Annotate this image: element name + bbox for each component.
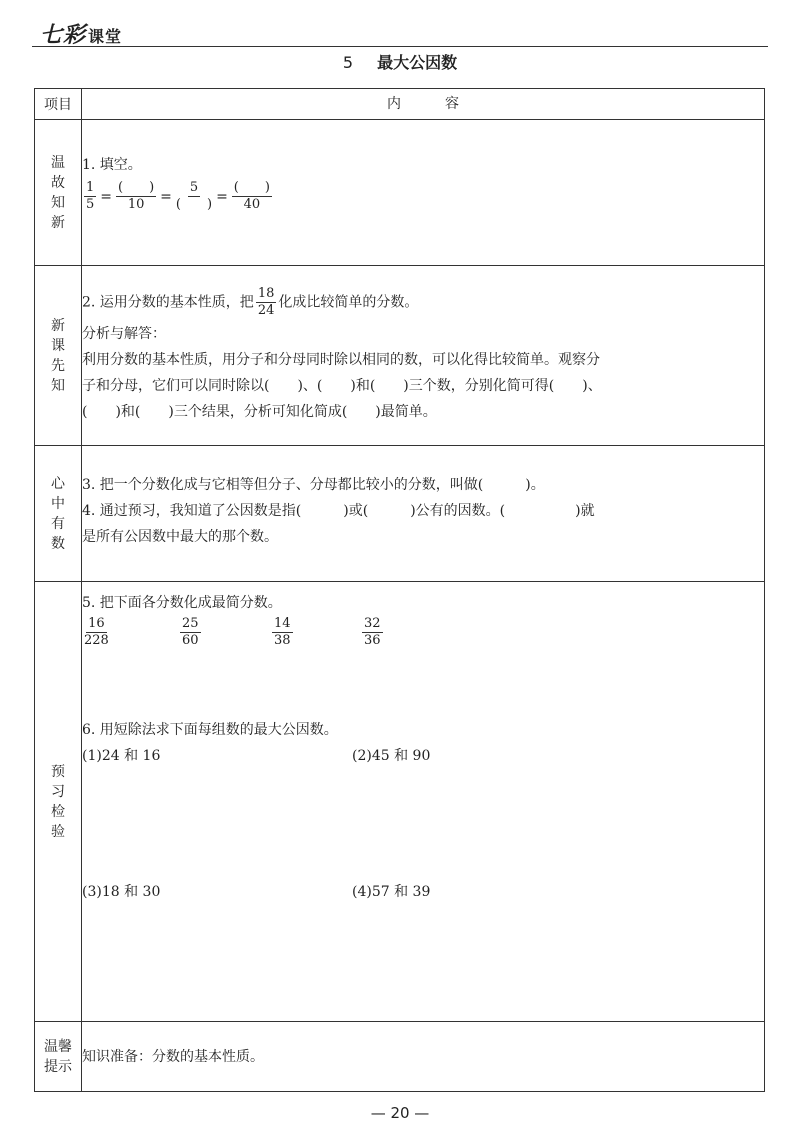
numerator: 32 [364,616,381,631]
fraction [176,180,212,213]
section-content [82,446,765,582]
analysis-line: 利用分数的基本性质，用分子和分母同时除以相同的数，可以化得比较简单。观察分 [82,352,600,368]
logo-main: 七彩 [40,22,87,48]
q6-prompt: 6. 用短除法求下面每组数的最大公因数。 [82,722,338,738]
equals-sign: = [160,188,172,205]
section-label [35,582,82,1022]
q6-row [82,743,764,769]
section-content [82,1022,765,1092]
fraction [272,616,293,649]
col-header-item: 项目 [35,89,82,120]
fraction [180,616,201,649]
col-header-content-b: 容 [445,96,459,112]
section-label [35,446,82,582]
section-label-text: 预习检验 [51,763,65,840]
section-review [35,120,765,266]
numerator: 25 [182,616,199,631]
table-header-row [35,89,765,120]
numerator: 16 [88,616,105,631]
lesson-title: 最大公因数 [377,53,458,72]
fraction [232,180,272,213]
section-label-text: 温故知新 [51,154,65,231]
denominator: 36 [364,633,381,648]
section-content [82,120,765,266]
fraction [84,616,109,649]
denominator: 5 [86,197,95,212]
denominator: ( ) [175,197,213,212]
q2-text-before: 2. 运用分数的基本性质，把 [82,294,254,311]
analysis-title: 分析与解答： [82,326,166,342]
section-label-text: 新课先知 [51,317,65,394]
section-label-text: 温馨提示 [44,1038,72,1075]
worksheet-table [34,88,765,1092]
col-header-content-a: 内 [387,96,401,112]
brand-logo [40,18,122,49]
tip-text: 知识准备：分数的基本性质。 [82,1048,264,1065]
equals-sign: = [100,188,113,205]
analysis-line: ( )和( )三个结果，分析可知化简成( )最简单。 [82,404,437,420]
section-content [82,266,765,446]
section-label [35,120,82,266]
section-content [82,582,765,1022]
denominator: 38 [274,633,291,648]
page-number: — 20 — [370,1104,430,1122]
q4-line: 是所有公因数中最大的那个数。 [82,529,278,545]
q3-prompt: 3. 把一个分数化成与它相等但分子、分母都比较小的分数，叫做( )。 [82,477,545,493]
denominator: 60 [182,633,199,648]
q1-prompt: 1. 填空。 [82,157,142,173]
denominator: 24 [257,303,275,318]
q6-row [82,879,764,905]
section-key-points [35,446,765,582]
numerator: 18 [257,286,275,301]
fraction [84,180,96,213]
section-label [35,266,82,446]
lesson-number: 5 [342,53,354,72]
q5-prompt: 5. 把下面各分数化成最简分数。 [82,595,282,611]
q4-line: 4. 通过预习，我知道了公因数是指( )或( )公有的因数。( )就 [82,503,595,519]
col-header-content [82,89,765,120]
q2-prompt [82,286,764,319]
section-new-lesson [35,266,765,446]
q6-item: (4)57 和 39 [352,884,431,900]
numerator: 14 [274,616,291,631]
q6-item: (2)45 和 90 [352,748,431,764]
denominator: 40 [243,197,261,212]
q5-fractions [82,616,764,649]
section-tips [35,1022,765,1092]
fraction [256,286,277,319]
section-preview-check [35,582,765,1022]
fraction [362,616,383,649]
section-label [35,1022,82,1092]
equals-sign: = [216,188,228,205]
numerator: ( ) [118,180,155,195]
analysis-line: 子和分母，它们可以同时除以( )、( )和( )三个数，分别化简可得( )、 [82,378,602,394]
logo-sub: 课堂 [88,27,123,46]
numerator: ( ) [233,180,270,195]
denominator: 10 [127,197,145,212]
page-title [0,50,800,73]
fraction [116,180,156,213]
q2-text-after: 化成比较简单的分数。 [278,294,419,311]
section-label-text: 心中有数 [51,475,65,552]
denominator: 228 [84,633,109,648]
q6-item: (1)24 和 16 [82,748,161,764]
header-rule [32,46,768,47]
numerator: 5 [189,180,199,195]
q1-equation [82,180,764,213]
numerator: 1 [86,180,95,195]
q6-item: (3)18 和 30 [82,884,161,900]
